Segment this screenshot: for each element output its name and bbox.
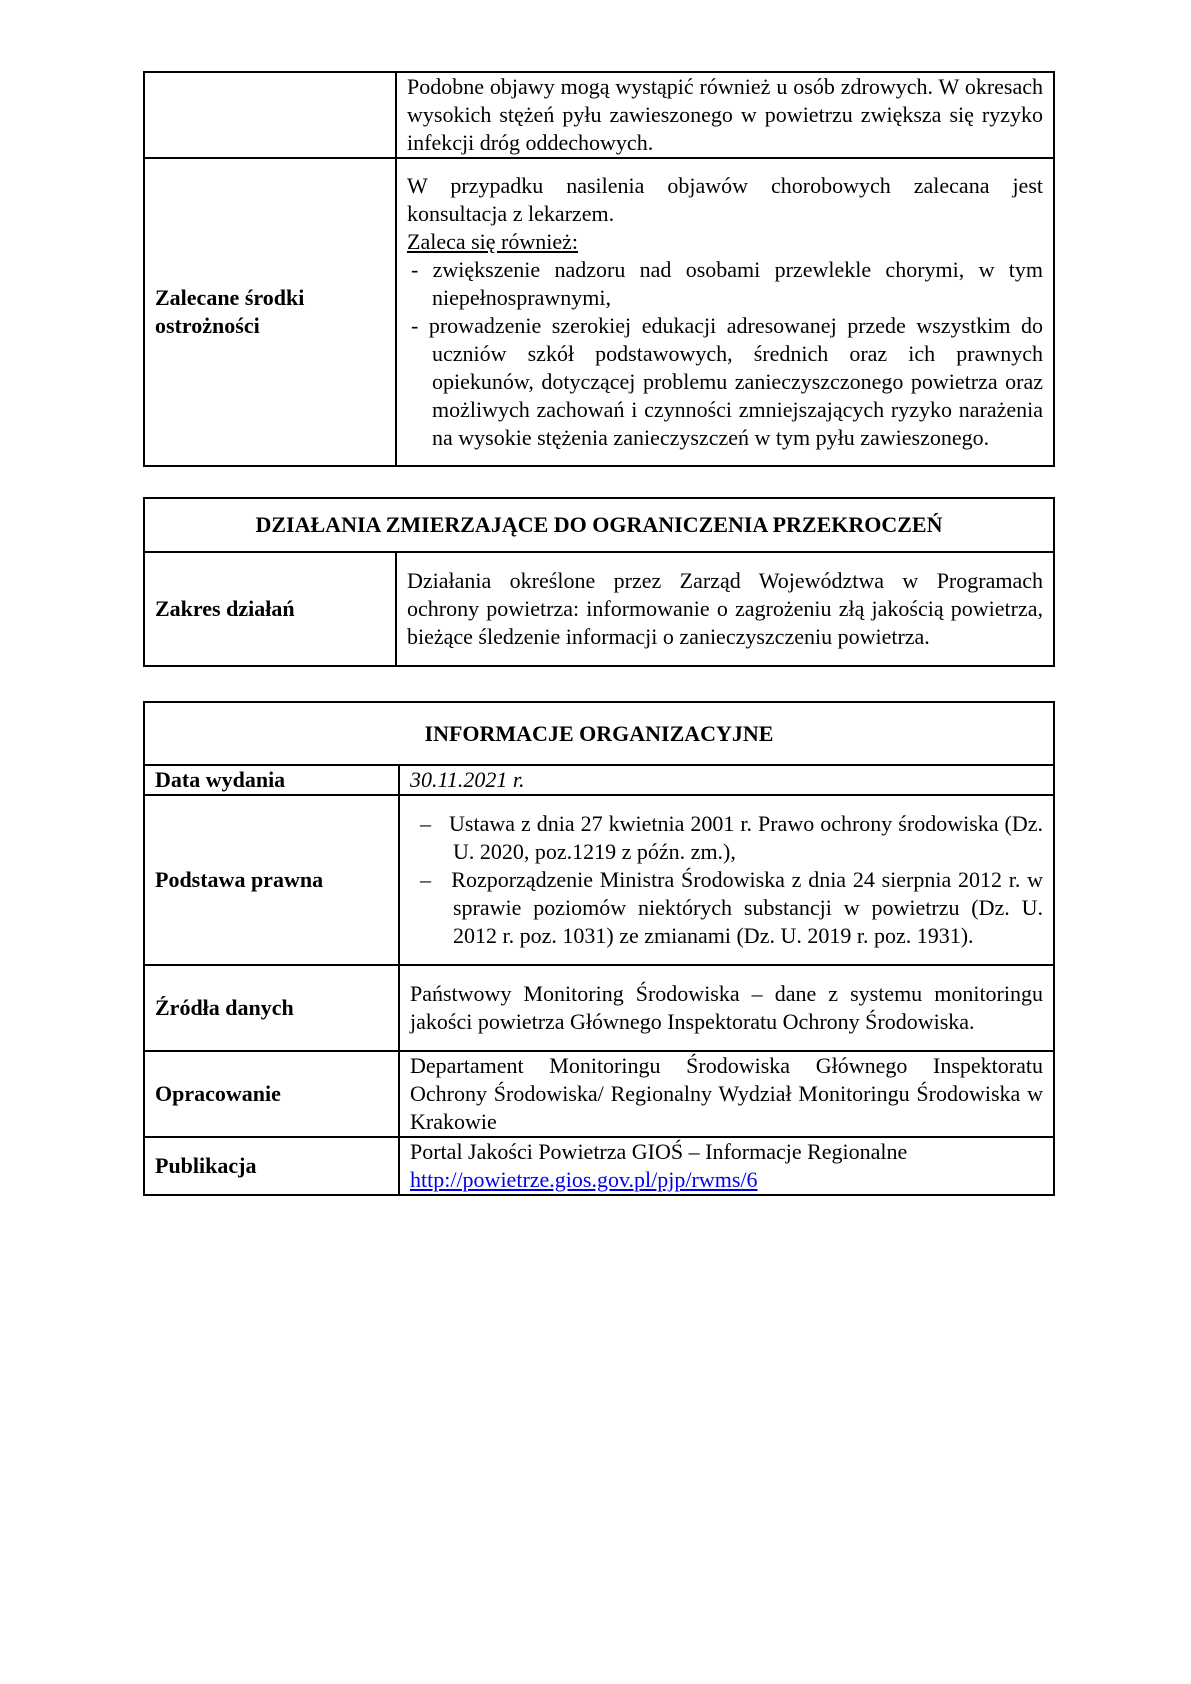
- data-sources-label: Źródła danych: [144, 965, 399, 1051]
- table-row: [144, 72, 1054, 158]
- table-row: [144, 795, 1054, 965]
- table-row: [144, 965, 1054, 1051]
- actions-title: DZIAŁANIA ZMIERZAJĄCE DO OGRANICZENIA PRZEKROCZEŃ: [144, 498, 1054, 552]
- data-sources-text: Państwowy Monitoring Środowiska – dane z systemu monitoringu jakości powietrza Głównego Inspektoratu Ochrony Środowiska.: [399, 965, 1054, 1051]
- organizational-title: INFORMACJE ORGANIZACYJNE: [144, 702, 1054, 765]
- list-item: – Ustawa z dnia 27 kwietnia 2001 r. Prawo ochrony środowiska (Dz. U. 2020, poz.1219 z późn. zm.),: [420, 811, 1043, 864]
- recommendation-heading: Zaleca się również:: [407, 229, 579, 254]
- precautions-paragraph: W przypadku nasilenia objawów chorobowych zalecana jest konsultacja z lekarzem.: [407, 173, 1043, 226]
- list-item: – Rozporządzenie Ministra Środowiska z dnia 24 sierpnia 2012 r. w sprawie poziomów niektórych substancji w powietrzu (Dz. U. 2012 r. poz. 1031) ze zmianami (Dz. U. 2019 r. poz. 1931).: [420, 867, 1043, 948]
- list-item: - zwiększenie nadzoru nad osobami przewlekle chorymi, w tym niepełnosprawnymi,: [411, 257, 1043, 310]
- organizational-table: [143, 701, 1055, 1196]
- table-row: [144, 1137, 1054, 1195]
- table-row: [144, 552, 1054, 666]
- date-value: 30.11.2021 r.: [399, 765, 1054, 795]
- date-label: Data wydania: [144, 765, 399, 795]
- precautions-content: [396, 158, 1054, 466]
- publication-content: [399, 1137, 1054, 1195]
- table-row: [144, 702, 1054, 765]
- list-item: - prowadzenie szerokiej edukacji adresowanej przede wszystkim do uczniów szkół podstawowych, średnich oraz ich prawnych opiekunów, dotyczącej problemu zanieczyszczonego powietrza oraz możliwych zachowań i czynności zmniejszających ryzyko narażenia na wysokie stężenia zanieczyszczeń w tym pyłu zawieszonego.: [411, 313, 1043, 450]
- table-row: [144, 158, 1054, 466]
- prepared-by-text: Departament Monitoringu Środowiska Głównego Inspektoratu Ochrony Środowiska/ Regionalny Wydział Monitoringu Środowiska w Krakowie: [399, 1051, 1054, 1137]
- table-row: [144, 498, 1054, 552]
- scope-text: Działania określone przez Zarząd Województwa w Programach ochrony powietrza: informowanie o zagrożeniu złą jakością powietrza, bieżące śledzenie informacji o zanieczyszczeniu powietrza.: [396, 552, 1054, 666]
- symptoms-text: Podobne objawy mogą wystąpić również u osób zdrowych. W okresach wysokich stężeń pyłu zawieszonego w powietrzu zwiększa się ryzyko infekcji dróg oddechowych.: [396, 72, 1054, 158]
- table-row: [144, 1051, 1054, 1137]
- row-label: [144, 72, 396, 158]
- publication-link[interactable]: http://powietrze.gios.gov.pl/pjp/rwms/6: [410, 1167, 758, 1192]
- precautions-table: [143, 71, 1055, 467]
- legal-basis-label: Podstawa prawna: [144, 795, 399, 965]
- scope-label: Zakres działań: [144, 552, 396, 666]
- legal-basis-content: [399, 795, 1054, 965]
- table-row: [144, 765, 1054, 795]
- actions-table: [143, 497, 1055, 667]
- publication-label: Publikacja: [144, 1137, 399, 1195]
- prepared-by-label: Opracowanie: [144, 1051, 399, 1137]
- publication-text: Portal Jakości Powietrza GIOŚ – Informacje Regionalne: [410, 1139, 908, 1164]
- precautions-label: Zalecane środki ostrożności: [144, 158, 396, 466]
